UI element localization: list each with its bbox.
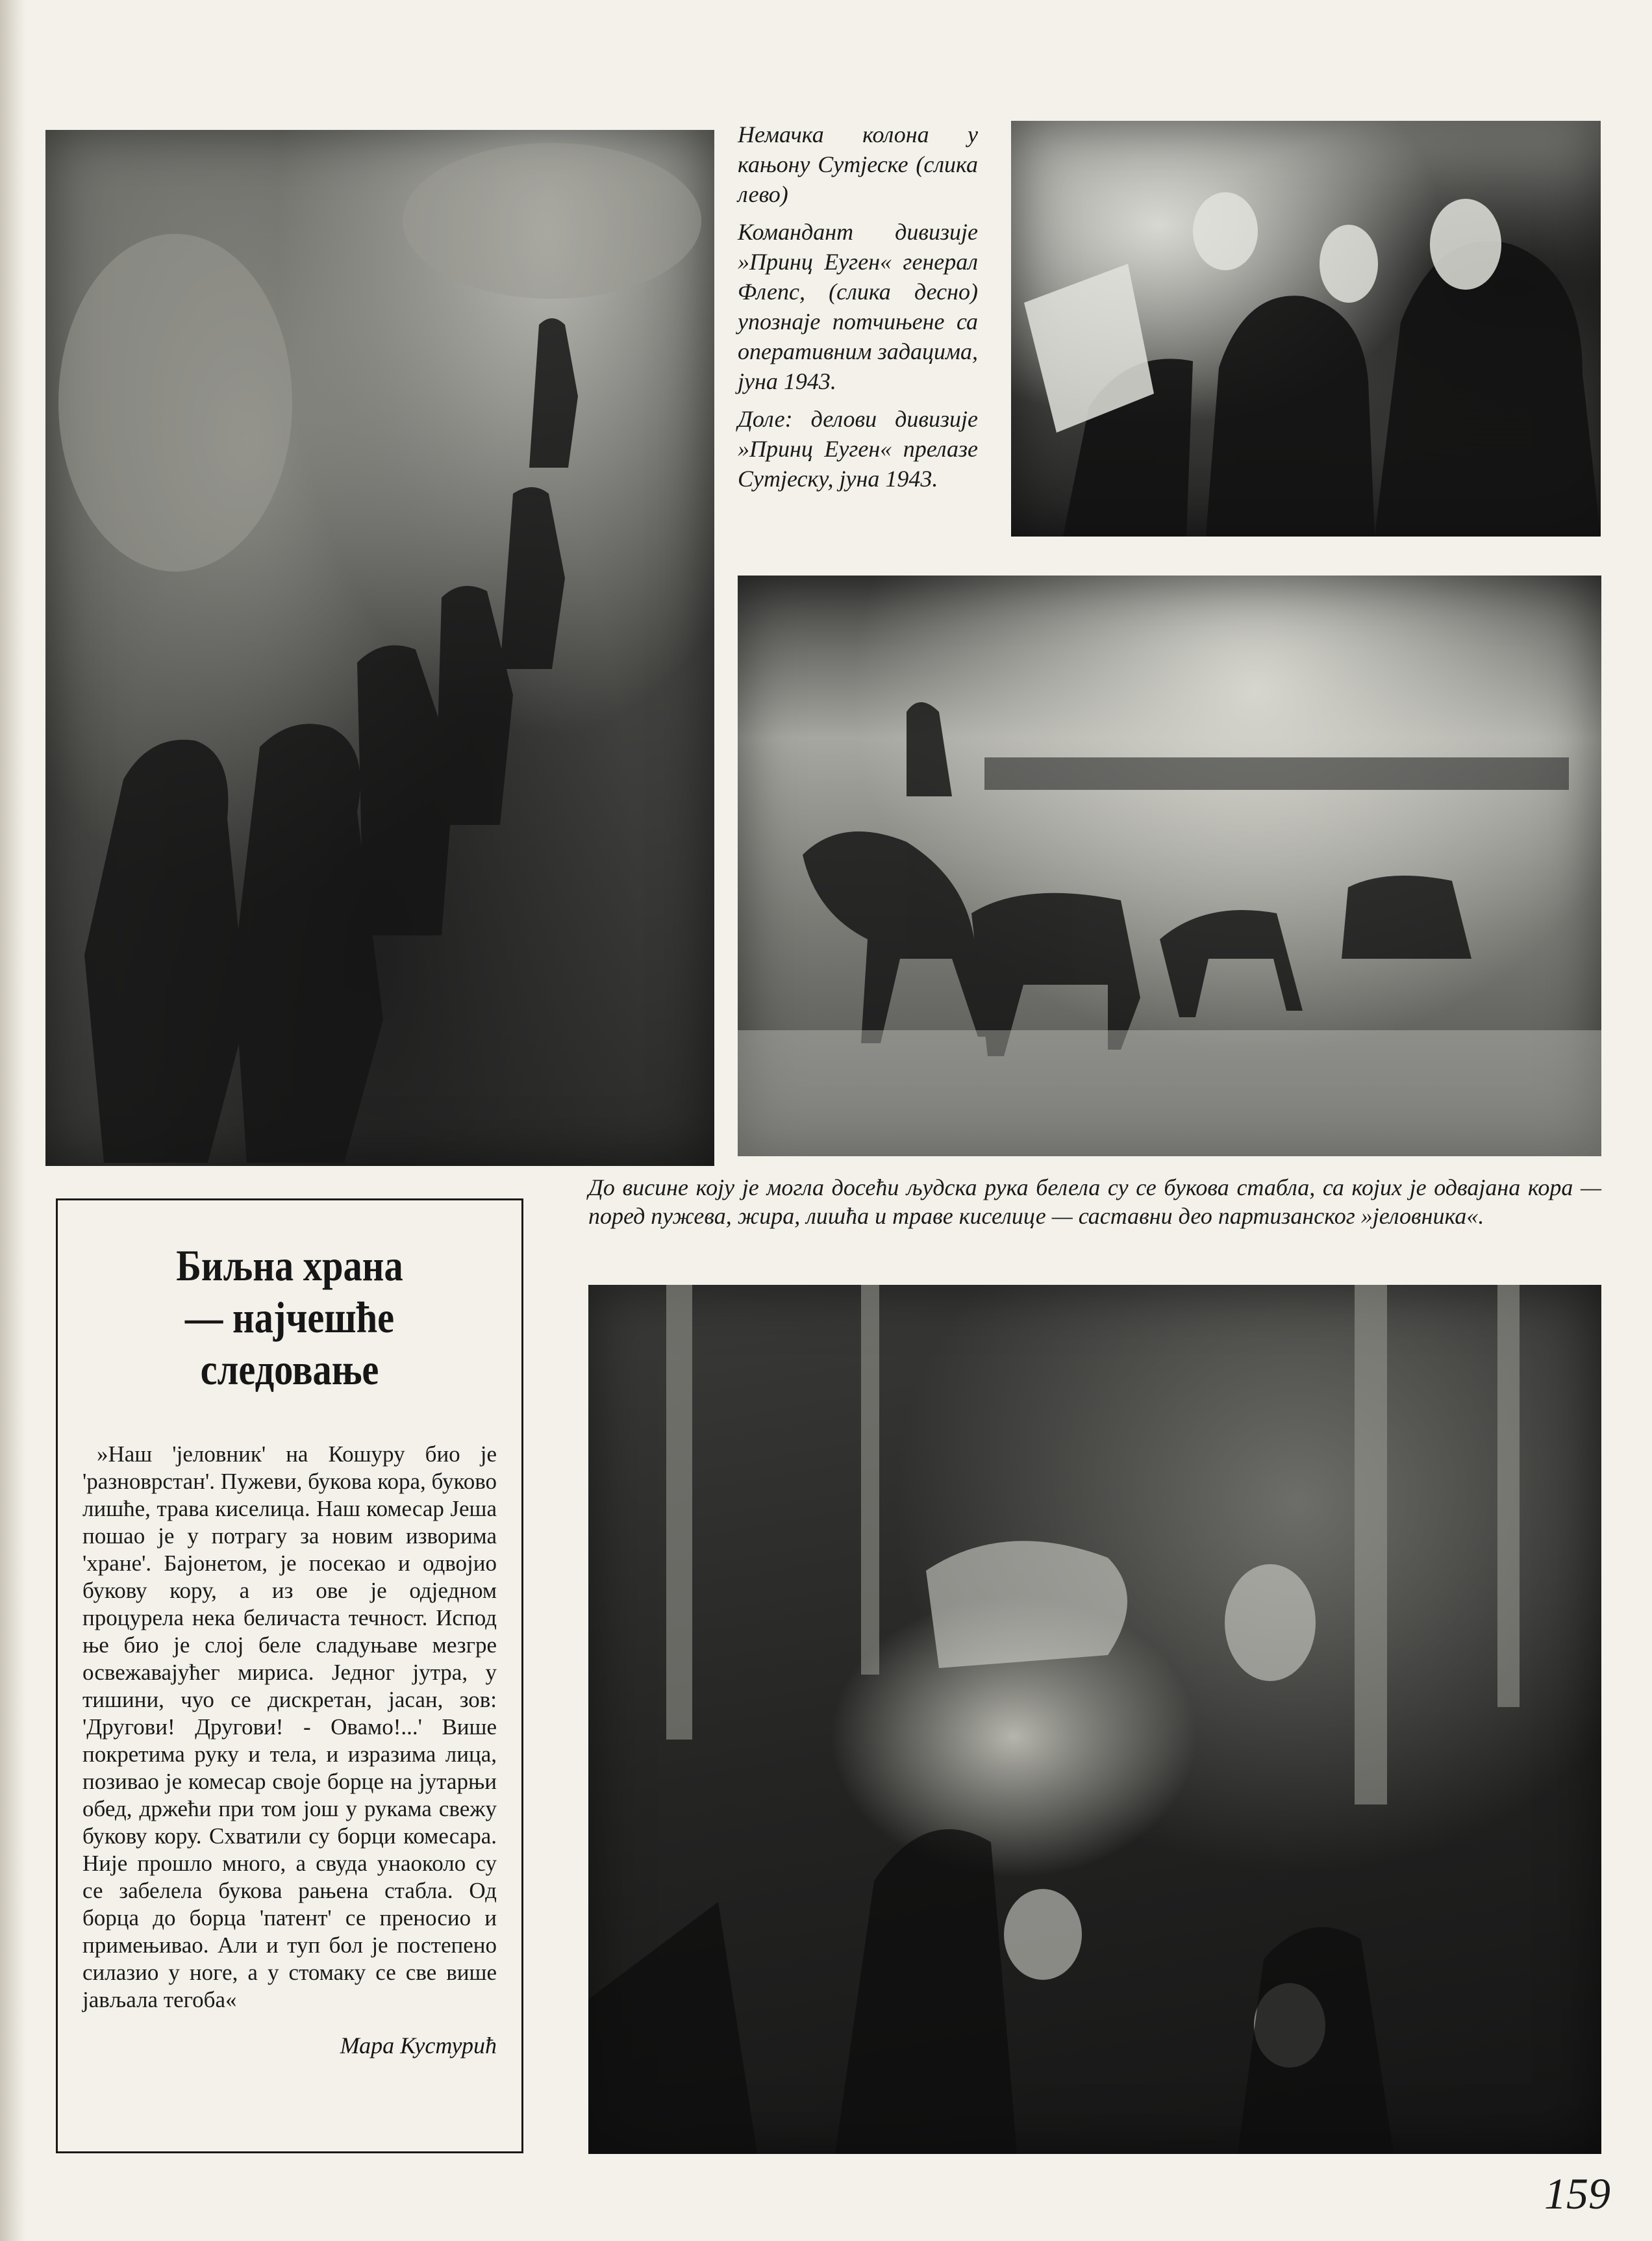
sidebar-title-line-3: следовање (200, 1345, 379, 1394)
sidebar-box (56, 1198, 523, 2153)
caption-commander-phleps: Командант дивизије »Принц Еуген« генерал Флепс, (слика десно) упознаје потчињене са оперативним задацима, јуна 1943. (738, 219, 978, 394)
caption-german-column: Немачка колона у кањону Сутјеске (слика лево) (738, 121, 978, 207)
photo-river-crossing (738, 576, 1601, 1156)
caption-division-crossing: Доле: делови дивизије »Принц Еуген« прелазе Сутјеску, јуна 1943. (738, 406, 978, 492)
sidebar-title-line-2: — најчешће (184, 1293, 395, 1342)
page-number: 159 (1544, 2169, 1610, 2218)
caption-beech-bark: До висине коју је могла досећи људска рука белела су се букова стабла, са којих је одвајана кора — поред пужева, жира, лишћа и траве киселице — саставни део партизанског »јеловника«. (588, 1174, 1601, 1229)
photo-commanders-briefing (1011, 121, 1601, 537)
caption-block-top (738, 120, 978, 501)
sidebar-title-line-1: Биљна храна (176, 1241, 403, 1290)
sidebar-author: Мара Кустурић (340, 2032, 497, 2058)
photo-partisans-forest (588, 1285, 1601, 2154)
sidebar-body-text: »Наш 'јеловник' на Кошуру био је 'разноврстан'. Пужеви, букова кора, буково лишће, трава киселица. Наш комесар Јеша пошао је у потрагу за новим изворима 'хране'. Бајонетом, је посекао и одвојио букову кору, а из ове је одједном процурела нека беличаста течност. Испод ње био је слој беле сладуњаве мезгре освежавајућег мириса. Једног јутра, у тишини, чуо се дискретан, јасан, зов: 'Другови! Другови! - Овамо!...' Више покретима руку и тела, и изразима лица, позивао је комесар своје борце на јутарњи обед, држећи при том још у рукама свежу букову кору. Схватили су борци комесара. Није прошло много, а свуда унаоколо су се забелела букова рањена стабла. Од борца до борца 'патент' се преносио и примењивао. Али и туп бол је постепено силазио у ноге, а у стомаку се све више јављала тегоба« (82, 1441, 497, 2012)
photo-german-column-canyon (45, 130, 714, 1166)
photo-commanders-figures (1011, 121, 1601, 537)
sidebar-title (112, 1239, 468, 1395)
photo-column-figures (45, 130, 714, 1166)
photo-forest-figures (588, 1285, 1601, 2154)
photo-crossing-figures (738, 576, 1601, 1156)
book-gutter-shadow (0, 0, 26, 2241)
